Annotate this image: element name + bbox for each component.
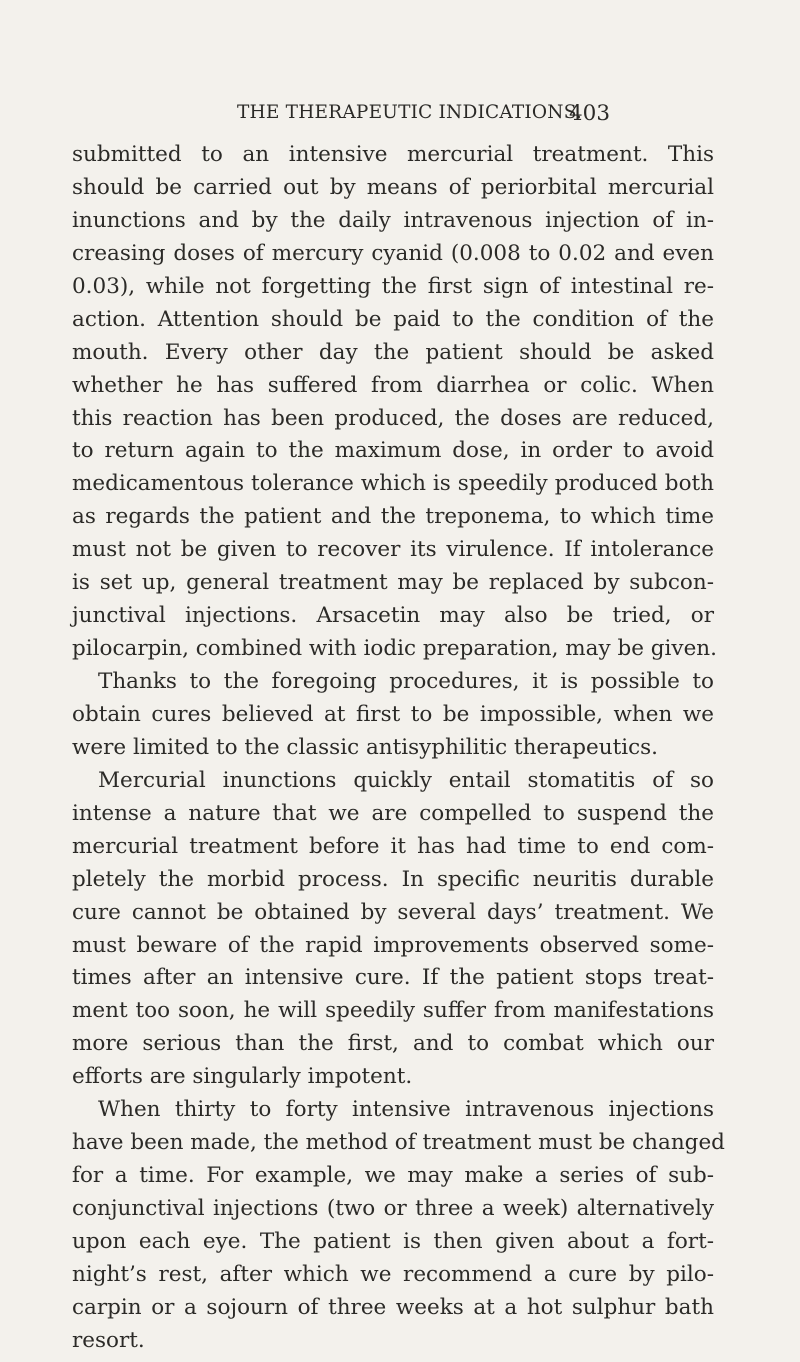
- page-header: [0, 102, 800, 142]
- text-line: action. Attention should be paid to the condition of the: [72, 306, 714, 332]
- text-line: 0.03), while not forgetting the first sign of intestinal re-: [72, 273, 714, 299]
- text-line: pilocarpin, combined with iodic preparation, may be given.: [72, 636, 717, 662]
- text-line: to return again to the maximum dose, in order to avoid: [72, 438, 714, 464]
- text-line: upon each eye. The patient is then given about a fort-: [72, 1228, 714, 1254]
- text-line: as regards the patient and the treponema, to which time: [72, 504, 714, 530]
- paragraph-end-line: resort.: [72, 1327, 145, 1353]
- text-line: mouth. Every other day the patient should be asked: [72, 339, 714, 365]
- paragraph-start-line: Mercurial inunctions quickly entail stomatitis of so: [98, 767, 714, 793]
- text-line: inunctions and by the daily intravenous injection of in-: [72, 207, 714, 233]
- page-number: 403: [569, 101, 611, 126]
- text-line: junctival injections. Arsacetin may also be tried, or: [72, 603, 714, 629]
- text-line: whether he has suffered from diarrhea or colic. When: [72, 372, 714, 398]
- text-line: for a time. For example, we may make a series of sub-: [72, 1163, 714, 1189]
- text-line: cure cannot be obtained by several days’ treatment. We: [72, 899, 714, 925]
- paragraph-end-line: were limited to the classic antisyphilitic therapeutics.: [72, 734, 659, 760]
- text-line: obtain cures believed at first to be impossible, when we: [72, 701, 714, 727]
- text-line: pletely the morbid process. In specific neuritis durable: [72, 866, 714, 892]
- text-line: have been made, the method of treatment must be changed: [72, 1130, 725, 1156]
- text-line: must beware of the rapid improvements observed some-: [72, 932, 714, 958]
- text-line: submitted to an intensive mercurial treatment. This: [72, 142, 714, 167]
- text-line: intense a nature that we are compelled to suspend the: [72, 800, 714, 826]
- text-line: ment too soon, he will speedily suffer from manifestations: [72, 998, 714, 1024]
- paragraph-start-line: When thirty to forty intensive intravenous injections: [98, 1097, 714, 1123]
- text-line: times after an intensive cure. If the patient stops treat-: [72, 965, 714, 991]
- text-line: mercurial treatment before it has had time to end com-: [72, 833, 714, 859]
- text-line: must not be given to recover its virulence. If intolerance: [72, 537, 714, 563]
- paragraph-start-line: Thanks to the foregoing procedures, it is possible to: [98, 669, 714, 694]
- text-line: carpin or a sojourn of three weeks at a hot sulphur bath: [72, 1294, 714, 1320]
- text-line: should be carried out by means of periorbital mercurial: [72, 174, 714, 200]
- body-text: [72, 139, 725, 1358]
- paragraph-end-line: efforts are singularly impotent.: [72, 1064, 413, 1090]
- text-line: night’s rest, after which we recommend a cure by pilo-: [72, 1261, 714, 1287]
- text-line: conjunctival injections (two or three a week) alternatively: [72, 1196, 714, 1221]
- text-line: this reaction has been produced, the doses are reduced,: [72, 405, 714, 431]
- running-head: THE THERAPEUTIC INDICATIONS.: [237, 102, 582, 123]
- text-line: is set up, general treatment may be replaced by subcon-: [72, 570, 714, 596]
- text-line: medicamentous tolerance which is speedily produced both: [72, 471, 714, 497]
- text-line: more serious than the first, and to combat which our: [72, 1031, 714, 1057]
- text-line: creasing doses of mercury cyanid (0.008 to 0.02 and even: [72, 240, 714, 266]
